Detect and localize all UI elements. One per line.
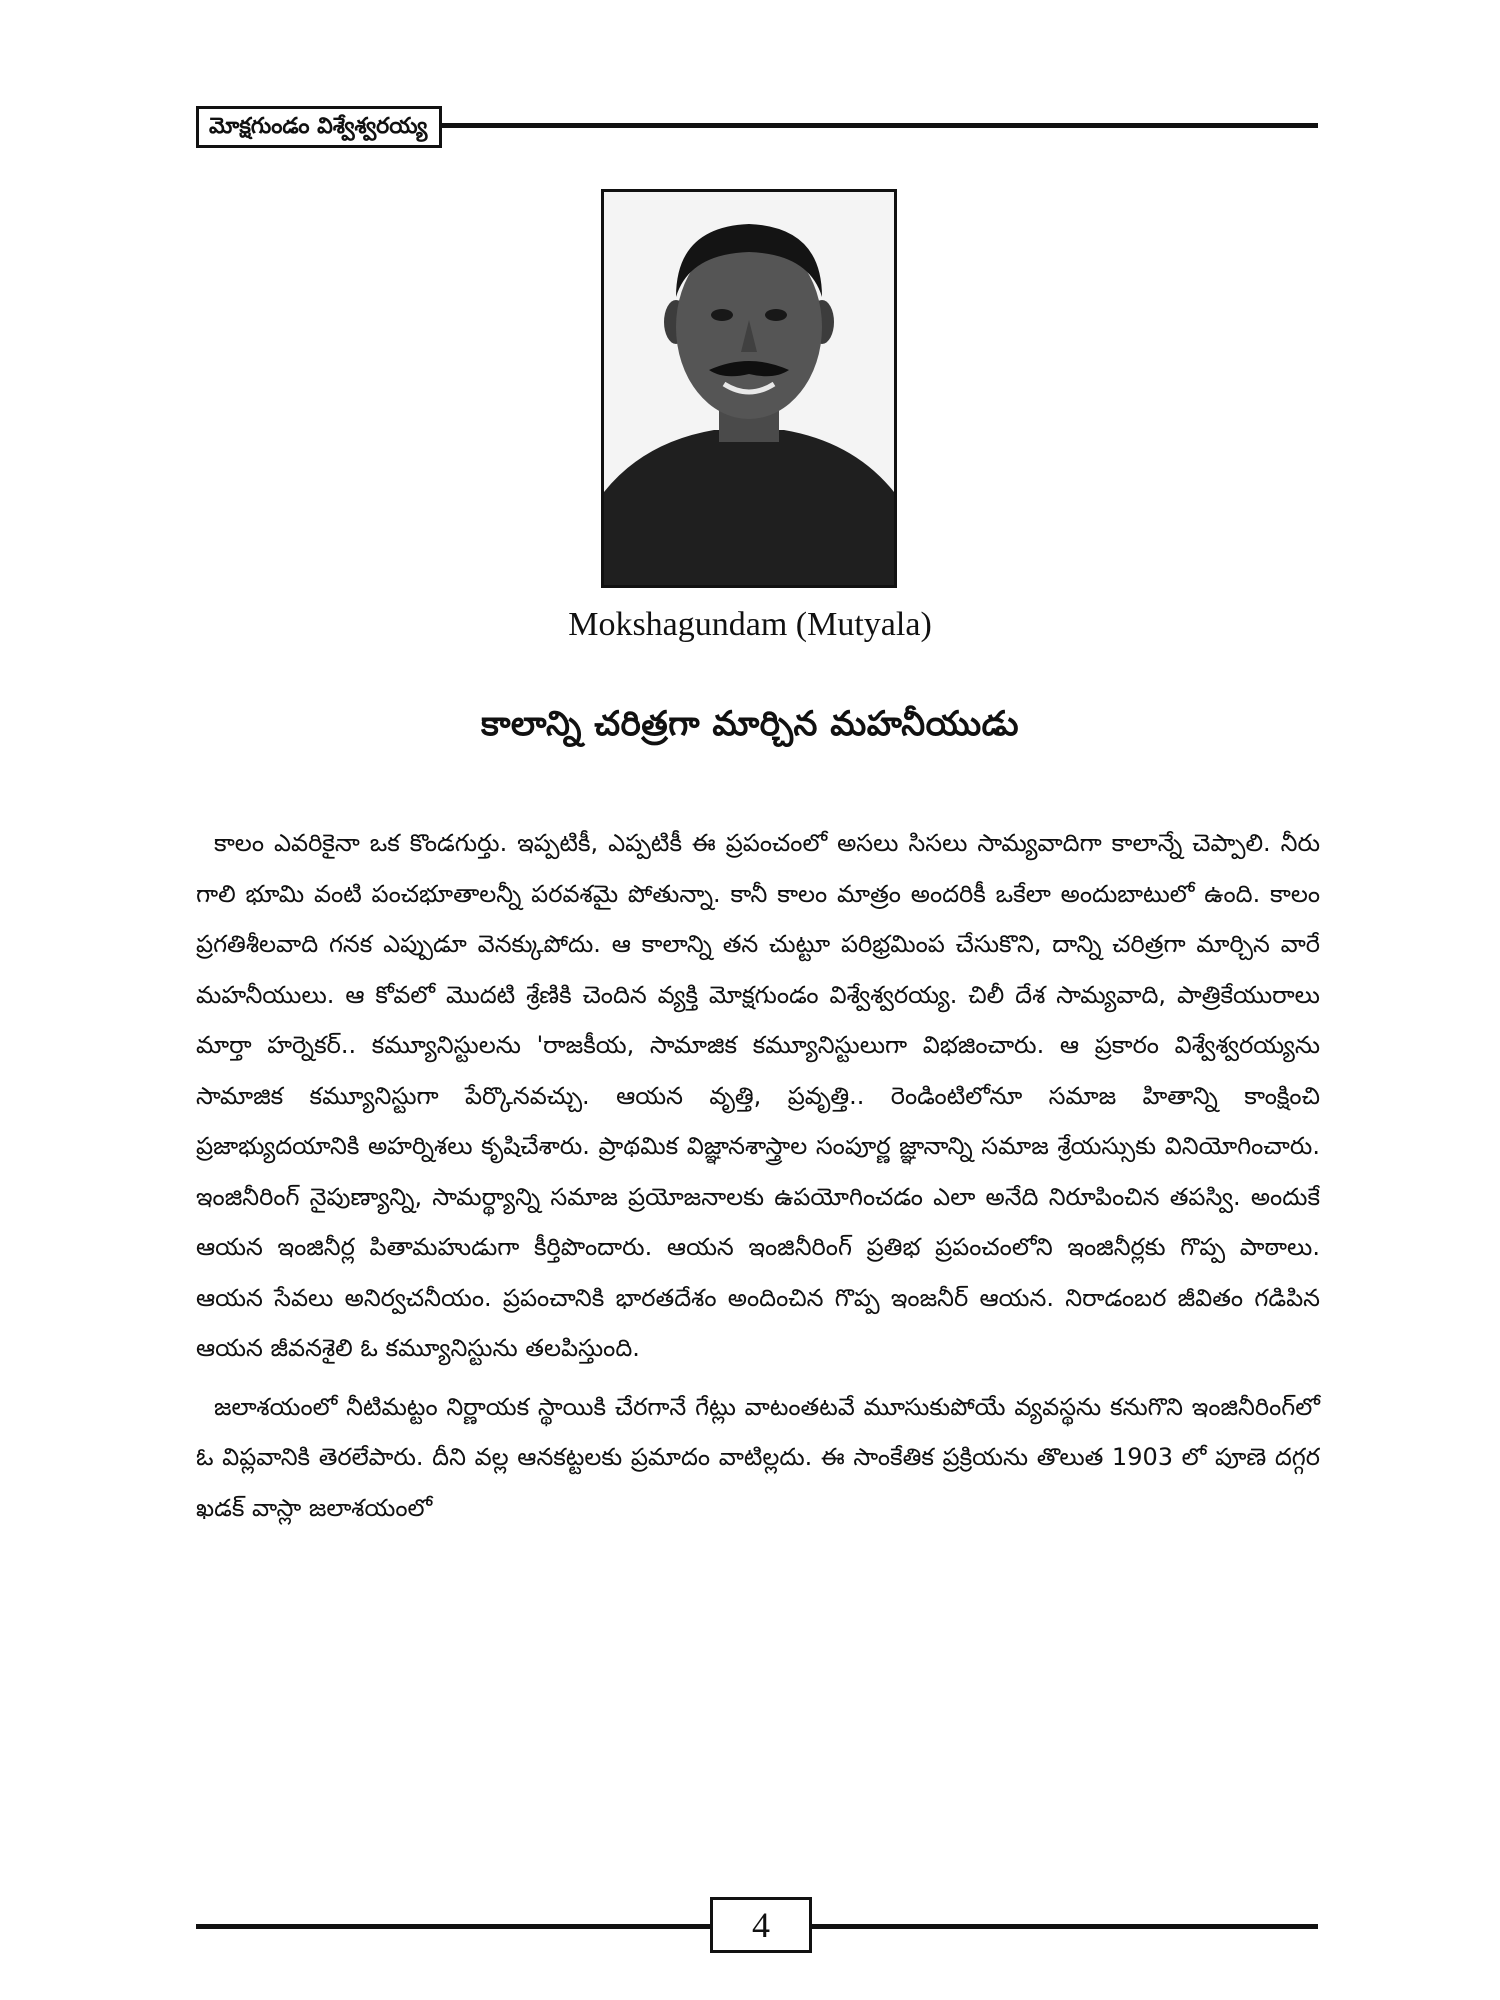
body-paragraph: జలాశయంలో నీటిమట్టం నిర్ణాయక స్థాయికి చేరగానే గేట్లు వాటంతటవే మూసుకుపోయే వ్యవస్థను కనుగొని ఇంజినీరింగ్‌లో ఓ విప్లవానికి తెరలేపారు. దీని వల్ల ఆనకట్టలకు ప్రమాదం వాటిల్లదు. ఈ సాంకేతిక ప్రక్రియను తొలుత 1903 లో పూణె దగ్గర ఖడక్ వాస్లా జలాశయంలో — [196, 1392, 1320, 1522]
page-number: 4 — [710, 1897, 812, 1953]
body-paragraph: కాలం ఎవరికైనా ఒక కొండగుర్తు. ఇప్పటికీ, ఎప్పటికీ ఈ ప్రపంచంలో అసలు సిసలు సామ్యవాదిగా కాలాన్నే చెప్పాలి. నీరు గాలి భూమి వంటి పంచభూతాలన్నీ పరవశమై పోతున్నా. కానీ కాలం మాత్రం అందరికీ ఒకేలా అందుబాటులో ఉంది. కాలం ప్రగతిశీలవాది గనక ఎప్పుడూ వెనక్కుపోదు. ఆ కాలాన్ని తన చుట్టూ పరిభ్రమింప చేసుకొని, దాన్ని చరిత్రగా మార్చిన వారే మహనీయులు. ఆ కోవలో మొదటి శ్రేణికి చెందిన వ్యక్తి మోక్షగుండం విశ్వేశ్వరయ్య. చిలీ దేశ సామ్యవాది, పాత్రికేయురాలు మార్తా హర్నెకర్.. కమ్యూనిస్టులను 'రాజకీయ, సామాజిక కమ్యూనిస్టులుగా విభజించారు. ఆ ప్రకారం విశ్వేశ్వరయ్యను సామాజిక కమ్యూనిస్టుగా పేర్కొనవచ్చు. ఆయన వృత్తి, ప్రవృత్తి.. రెండింటిలోనూ సమాజ హితాన్ని కాంక్షించి ప్రజాభ్యుదయానికి అహర్నిశలు కృషిచేశారు. ప్రాథమిక విజ్ఞానశాస్త్రాల సంపూర్ణ జ్ఞానాన్ని సమాజ శ్రేయస్సుకు వినియోగించారు. ఇంజినీరింగ్ నైపుణ్యాన్ని, సామర్థ్యాన్ని సమాజ ప్రయోజనాలకు ఉపయోగించడం ఎలా అనేది నిరూపించిన తపస్వి. అందుకే ఆయన ఇంజినీర్ల పితామహుడుగా కీర్తిపొందారు. ఆయన ఇంజినీరింగ్ ప్రతిభ ప్రపంచంలోని ఇంజినీర్లకు గొప్ప పాఠాలు. ఆయన సేవలు అనిర్వచనీయం. ప్రపంచానికి భారతదేశం అందించిన గొప్ప ఇంజనీర్ ఆయన. నిరాడంబర జీవితం గడిపిన ఆయన జీవనశైలి ఓ కమ్యూనిస్టును తలపిస్తుంది. — [196, 829, 1320, 1362]
running-header-title: మోక్షగుండం విశ్వేశ్వరయ్య — [196, 106, 442, 148]
article-body — [196, 818, 1320, 1541]
article-title: కాలాన్ని చరిత్రగా మార్చిన మహనీయుడు — [480, 704, 1020, 744]
photo-caption: Mokshagundam (Mutyala) — [568, 606, 932, 643]
portrait-photo-icon — [601, 189, 897, 588]
